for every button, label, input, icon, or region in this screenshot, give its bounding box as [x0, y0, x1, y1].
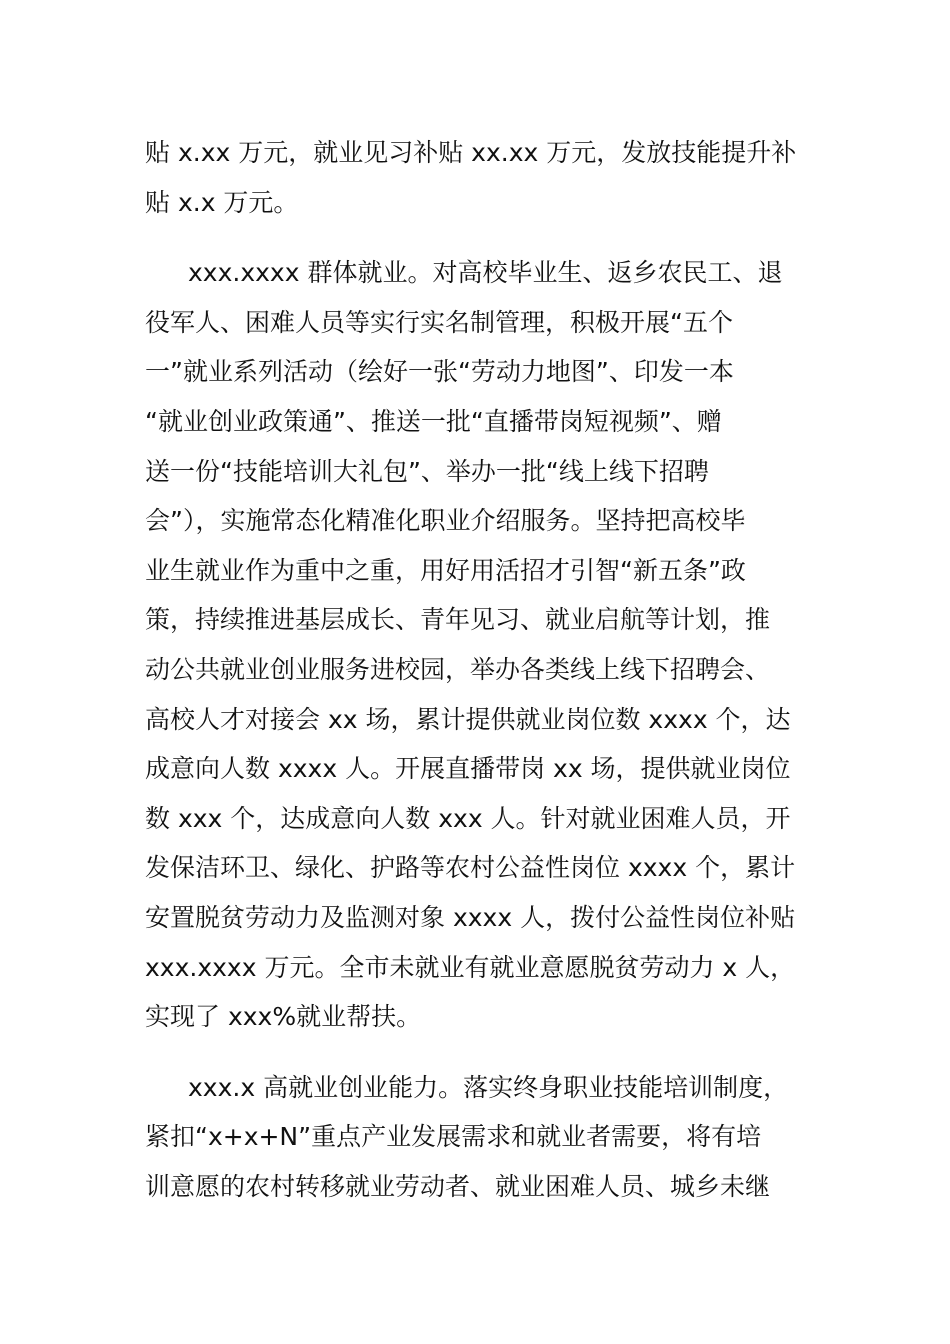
- text-line: 紧扣“x+x+N”重点产业发展需求和就业者需要，将有培: [145, 1122, 762, 1152]
- text-line: 一”就业系列活动（绘好一张“劳动力地图”、印发一本: [145, 357, 734, 387]
- text-line: 成意向人数 xxxx 人。开展直播带岗 xx 场，提供就业岗位: [145, 754, 791, 784]
- text-line: xxx.xxxx 群体就业。对高校毕业生、返乡农民工、退: [188, 258, 783, 288]
- text-line: xxx.x 高就业创业能力。落实终身职业技能培训制度，: [188, 1072, 789, 1102]
- text-line: 动公共就业创业服务进校园，举办各类线上线下招聘会、: [145, 654, 771, 684]
- text-line: 会”），实施常态化精准化职业介绍服务。坚持把高校毕: [145, 506, 746, 536]
- text-line: xxx.xxxx 万元。全市未就业有就业意愿脱贫劳动力 x 人，: [145, 952, 796, 982]
- text-line: 训意愿的农村转移就业劳动者、就业困难人员、城乡未继: [145, 1171, 771, 1201]
- paragraph-group-employment: [145, 248, 807, 1042]
- document-body: [145, 128, 807, 1211]
- text-line: “就业创业政策通”、推送一批“直播带岗短视频”、赠: [145, 406, 722, 436]
- paragraph-skills-ability: [145, 1063, 807, 1212]
- text-line: 安置脱贫劳动力及监测对象 xxxx 人，拨付公益性岗位补贴: [145, 902, 796, 932]
- text-line: 发保洁环卫、绿化、护路等农村公益性岗位 xxxx 个，累计: [145, 853, 796, 883]
- text-line: 高校人才对接会 xx 场，累计提供就业岗位数 xxxx 个，达: [145, 704, 791, 734]
- text-line: 送一份“技能培训大礼包”、举办一批“线上线下招聘: [145, 456, 709, 486]
- text-line: 业生就业作为重中之重，用好用活招才引智“新五条”政: [145, 555, 746, 585]
- text-line: 贴 x.x 万元。: [145, 187, 299, 217]
- text-line: 贴 x.xx 万元，就业见习补贴 xx.xx 万元，发放技能提升补: [145, 138, 797, 167]
- text-line: 策，持续推进基层成长、青年见习、就业启航等计划，推: [145, 605, 771, 635]
- text-line: 数 xxx 个，达成意向人数 xxx 人。针对就业困难人员，开: [145, 803, 791, 833]
- text-line: 实现了 xxx%就业帮扶。: [145, 1002, 422, 1032]
- text-line: 役军人、困难人员等实行实名制管理，积极开展“五个: [145, 307, 733, 337]
- paragraph-subsidy-summary: [145, 128, 807, 227]
